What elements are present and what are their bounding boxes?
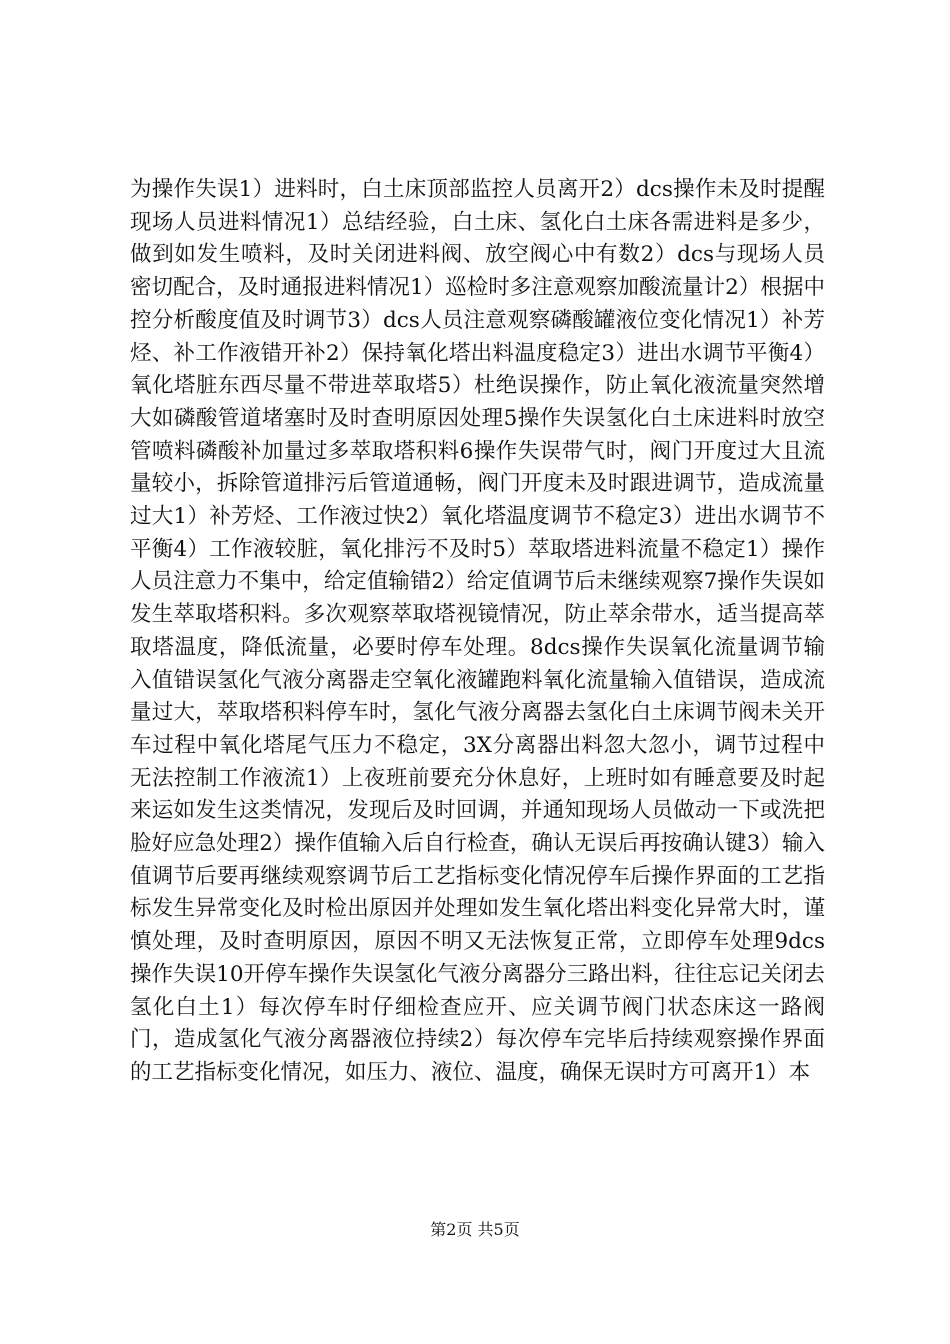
page-number-footer: 第2页 共5页 <box>430 1220 520 1239</box>
body-paragraph: 为操作失误1）进料时，白土床顶部监控人员离开2）dcs操作未及时提醒现场人员进料情况1）总结经验，白土床、氢化白土床各需进料是多少，做到如发生喷料，及时关闭进料阀、放空阀心中有数2）dcs与现场人员密切配合，及时通报进料情况1）巡检时多注意观察加酸流量计2）根据中控分析酸度值及时调节3）dcs人员注意观察磷酸罐液位变化情况1）补芳烃、补工作液错开补2）保持氧化塔出料温度稳定3）进出水调节平衡4）氧化塔脏东西尽量不带进萃取塔5）杜绝误操作，防止氧化液流量突然增大如磷酸管道堵塞时及时查明原因处理5操作失误氢化白土床进料时放空管喷料磷酸补加量过多萃取塔积料6操作失误带气时，阀门开度过大且流量较小，拆除管道排污后管道通畅，阀门开度未及时跟进调节，造成流量过大1）补芳烃、工作液过快2）氧化塔温度调节不稳定3）进出水调节不平衡4）工作液较脏，氧化排污不及时5）萃取塔进料流量不稳定1）操作人员注意力不集中，给定值输错2）给定值调节后未继续观察7操作失误如发生萃取塔积料。多次观察萃取塔视镜情况，防止萃余带水，适当提高萃取塔温度，降低流量，必要时停车处理。8dcs操作失误氧化流量调节输入值错误氢化气液分离器走空氧化液罐跑料氧化流量输入值错误，造成流量过大，萃取塔积料停车时，氢化气液分离器去氢化白土床调节阀未关开车过程中氧化塔尾气压力不稳定，3X分离器出料忽大忽小，调节过程中无法控制工作液流1）上夜班前要充分休息好，上班时如有睡意要及时起来运如发生这类情况，发现后及时回调，并通知现场人员做动一下或洗把脸好应急处理2）操作值输入后自行检查，确认无误后再按确认键3）输入值调节后要再继续观察调节后工艺指标变化情况停车后操作界面的工艺指标发生异常变化及时检出原因并处理如发生氧化塔出料变化异常大时，谨慎处理，及时查明原因，原因不明又无法恢复正常，立即停车处理9dcs操作失误10开停车操作失误氢化气液分离器分三路出料，往往忘记关闭去氢化白土1）每次停车时仔细检查应开、应关调节阀门状态床这一路阀门，造成氢化气液分离器液位持续2）每次停车完毕后持续观察操作界面的工艺指标变化情况，如压力、液位、温度，确保无误时方可离开1）本 <box>130 177 825 1085</box>
